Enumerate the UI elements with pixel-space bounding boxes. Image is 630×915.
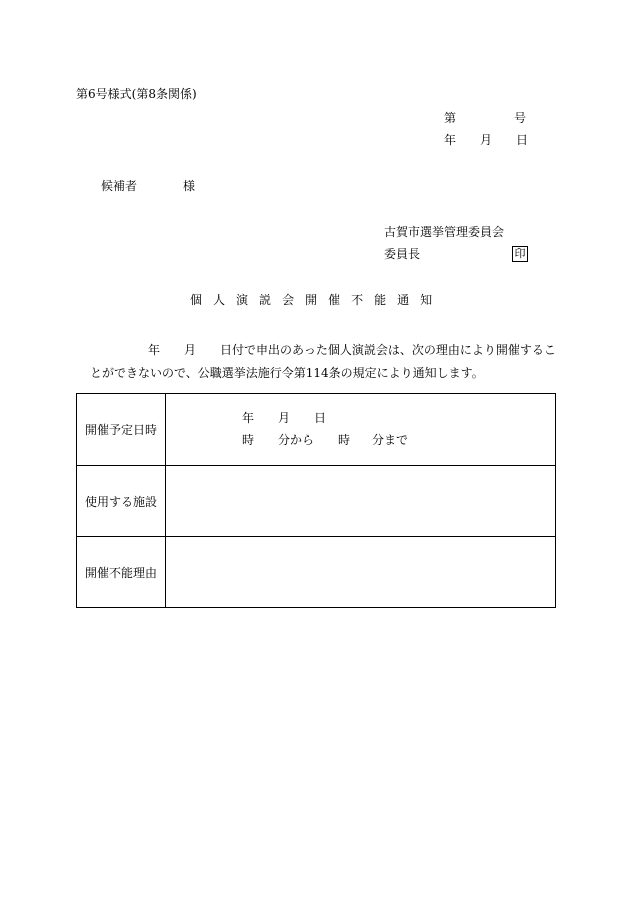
schedule-month: 月 <box>278 411 291 425</box>
seal-mark: 印 <box>512 246 528 262</box>
body-line1-text: 日付で申出のあった個人演説会は、次の理由により開催するこ <box>220 343 556 357</box>
schedule-hour-to: 時 <box>338 433 351 447</box>
body-line1-month: 月 <box>184 343 197 357</box>
row-label: 開催予定日時 <box>77 394 166 466</box>
issuer-organization: 古賀市選挙管理委員会 <box>384 225 505 239</box>
title-char: 個 <box>190 293 203 307</box>
title-char: 会 <box>282 293 295 307</box>
row-label: 使用する施設 <box>77 466 166 537</box>
title-char: 演 <box>236 293 249 307</box>
table-row <box>77 394 556 466</box>
row-label: 開催不能理由 <box>77 537 166 608</box>
schedule-day: 日 <box>314 411 327 425</box>
issuer-title: 委員長 <box>384 247 421 261</box>
issue-date-year: 年 <box>444 133 457 147</box>
schedule-hour-from: 時 <box>242 433 255 447</box>
schedule-cell <box>166 394 556 466</box>
document-number-prefix: 第 <box>444 111 457 125</box>
body-line1-year: 年 <box>148 343 161 357</box>
title-char: 通 <box>397 293 410 307</box>
table-row <box>77 537 556 608</box>
title-char: 開 <box>305 293 318 307</box>
title-char: 催 <box>328 293 341 307</box>
schedule-minute-from: 分から <box>278 433 315 447</box>
title-char: 不 <box>351 293 364 307</box>
reason-cell <box>166 537 556 608</box>
title-char: 説 <box>259 293 272 307</box>
body-line2-text: とができないので、公職選挙法施行令第114条の規定により通知します。 <box>90 366 484 380</box>
title-char: 人 <box>213 293 226 307</box>
schedule-year: 年 <box>242 411 255 425</box>
document-number-suffix: 号 <box>514 111 527 125</box>
issue-date-day: 日 <box>516 133 529 147</box>
addressee-label: 候補者 <box>101 179 138 193</box>
addressee-honorific: 様 <box>183 179 196 193</box>
facility-cell <box>166 466 556 537</box>
form-number: 第6号様式(第8条関係) <box>76 87 197 101</box>
document-title <box>190 294 443 306</box>
table-row <box>77 466 556 537</box>
schedule-minute-to: 分まで <box>372 433 409 447</box>
issue-date-month: 月 <box>480 133 493 147</box>
title-char: 能 <box>374 293 387 307</box>
notice-table <box>76 393 556 608</box>
title-char: 知 <box>420 293 433 307</box>
